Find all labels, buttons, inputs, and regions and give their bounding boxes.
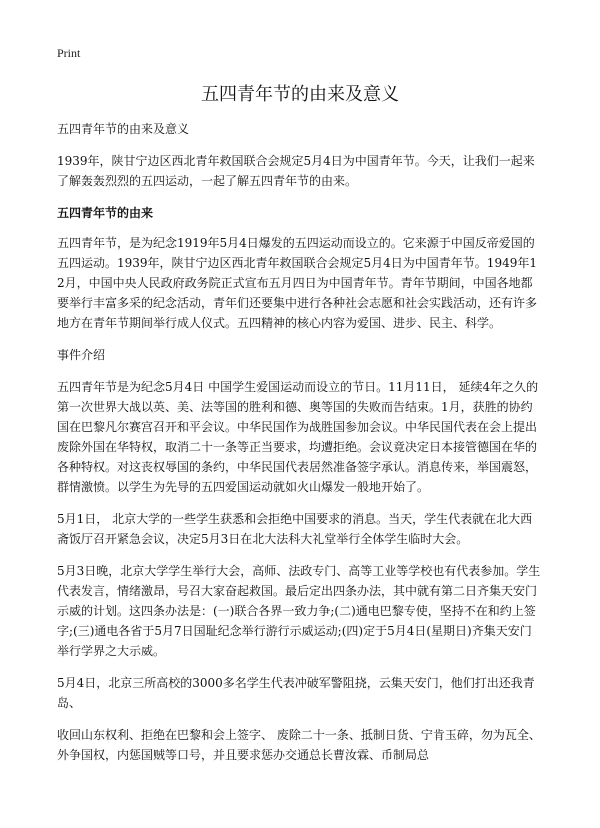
article-body — [57, 119, 543, 777]
origin-paragraph: 五四青年节，是为纪念1919年5月4日爆发的五四运动而设立的。它来源于中国反帝爱国的五四运动。1939年，陕甘宁边区西北青年救国联合会规定5月4日为中国青年节。1949年12月，中国中央人民政府政务院正式宣布五月四日为中国青年节。青年节期间，中国各地都要举行丰富多采的纪念活动，青年们还要集中进行各种社会志愿和社会实践活动，还有许多地方在青年节期间举行成人仪式。五四精神的核心内容为爱国、进步、民主、科学。 — [57, 236, 538, 330]
events-paragraph-4: 5月4日，北京三所高校的3000多名学生代表冲破军警阻挠，云集天安门，他们打出还我青岛、 — [57, 676, 535, 710]
events-paragraph-3: 5月3日晚，北京大学学生举行大会，高师、法政专门、高等工业等学校也有代表参加。学生代表发言，情绪激昂，号召大家奋起救国。最后定出四条办法，其中就有第二日齐集天安门示威的计划。这四条办法是：(一)联合各界一致力争;(二)通电巴黎专使，坚持不在和约上签字;(三)通电各省于5月7日国耻纪念举行游行示威运动;(四)定于5月4日(星期日)齐集天安门举行学界之大示威。 — [57, 564, 541, 658]
page-title: 五四青年节的由来及意义 — [201, 84, 399, 105]
print-label: Print — [57, 46, 81, 60]
article-subtitle: 五四青年节的由来及意义 — [57, 122, 190, 136]
events-paragraph-5: 收回山东权利、拒绝在巴黎和会上签字、 废除二十一条、抵制日货、宁肯玉碎，勿为瓦全、外争国权，内惩国贼等口号，并且要求惩办交通总长曹汝霖、币制局总 — [57, 728, 541, 762]
events-paragraph-1: 五四青年节是为纪念5月4日 中国学生爱国运动而设立的节日。11月11日， 延续4年之久的第一次世界大战以英、美、法等国的胜利和德、奥等国的失败而告结束。1月，获胜的协约国在巴黎凡尔赛宫召开和平会议。中华民国作为战胜国参加会议。中华民国代表在会上提出废除外国在华特权，取消二十一条等正当要求，均遭拒绝。会议竟决定日本接管德国在华的各种特权。对这丧权辱国的条约，中华民国代表居然准备签字承认。消息传来，举国震怒，群情激愤。以学生为先导的五四爱国运动就如火山爆发一般地开始了。 — [57, 380, 539, 494]
events-paragraph-2: 5月1日， 北京大学的一些学生获悉和会拒绝中国要求的消息。当天，学生代表就在北大西斋饭厅召开紧急会议，决定5月3日在北大法科大礼堂举行全体学生临时大会。 — [57, 512, 533, 546]
intro-paragraph: 1939年，陕甘宁边区西北青年救国联合会规定5月4日为中国青年节。今天，让我们一起来了解轰轰烈烈的五四运动，一起了解五四青年节的由来。 — [57, 154, 535, 188]
events-section-label: 事件介绍 — [57, 348, 106, 362]
origin-heading: 五四青年节的由来 — [57, 206, 154, 220]
